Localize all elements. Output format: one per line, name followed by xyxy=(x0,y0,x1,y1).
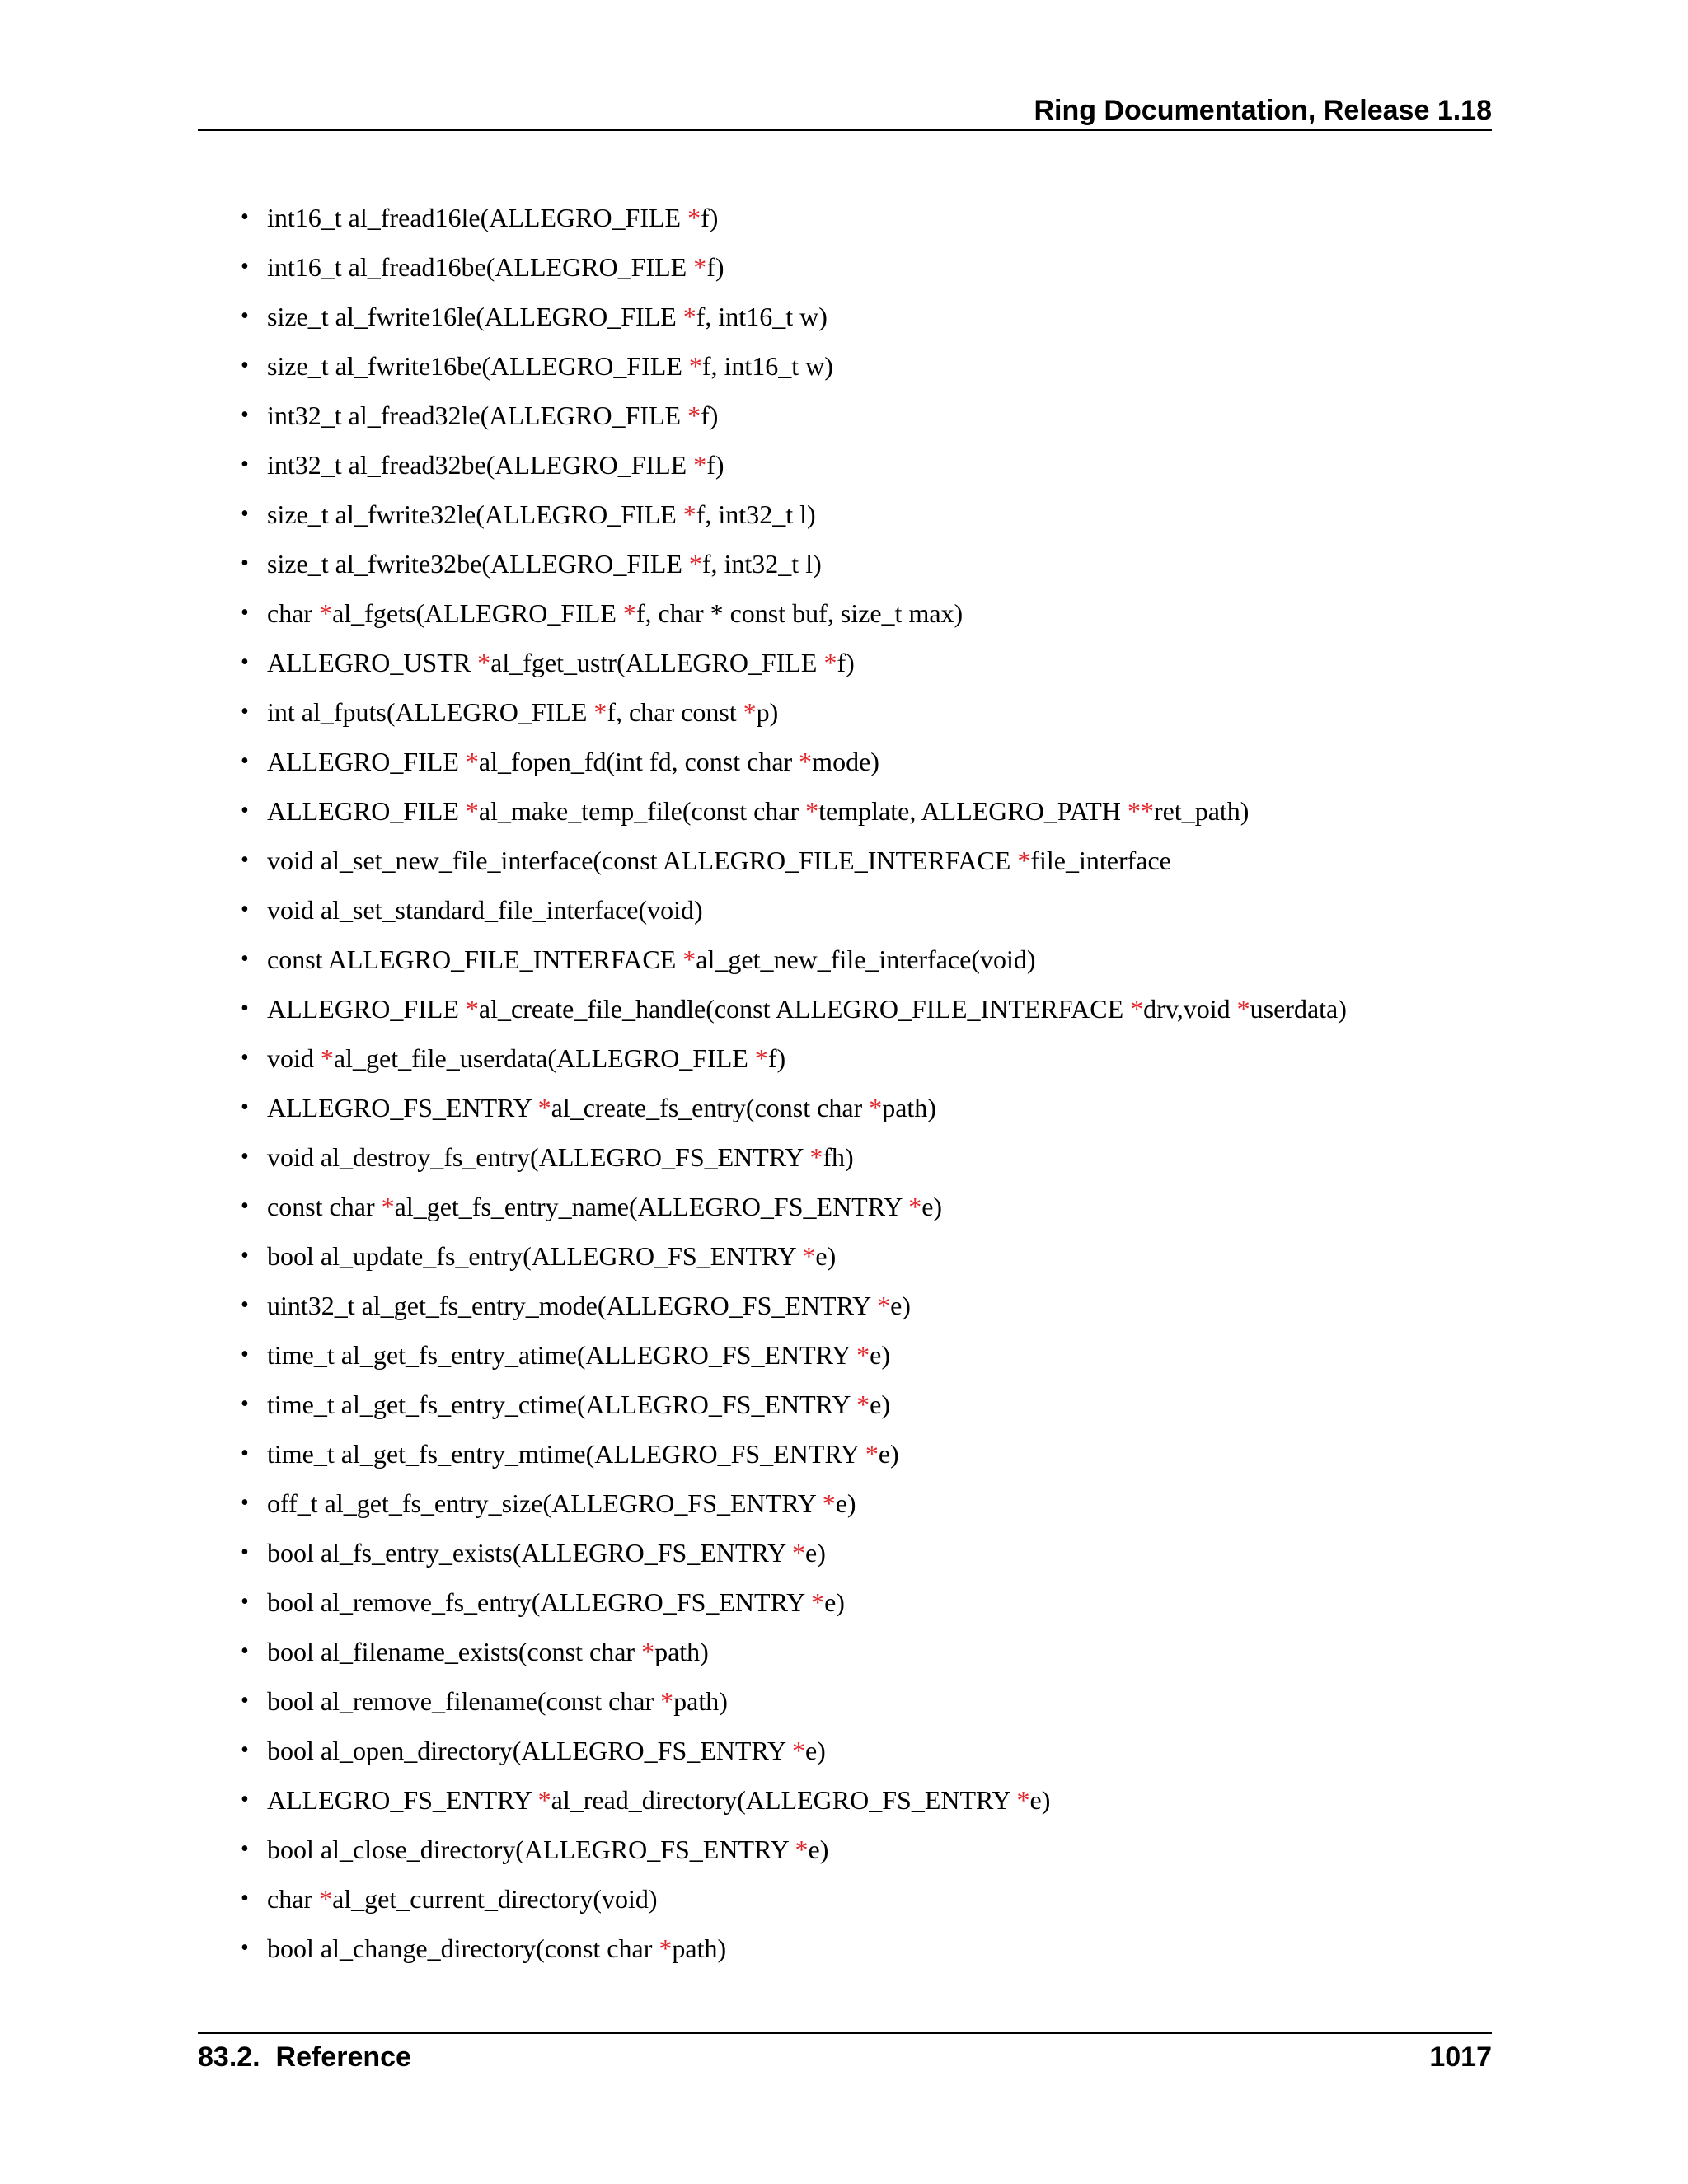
pointer-asterisk: * xyxy=(869,1093,883,1122)
pointer-asterisk: * xyxy=(687,401,701,430)
signature-text: path) xyxy=(672,1933,727,1963)
signature-text: void al_destroy_fs_entry(ALLEGRO_FS_ENTRY xyxy=(267,1142,810,1172)
bullet-marker: • xyxy=(241,996,249,1021)
function-list-item xyxy=(241,742,1477,791)
signature-text: f, int16_t w) xyxy=(701,351,833,381)
signature-text: f) xyxy=(701,203,719,232)
signature-text: e) xyxy=(835,1488,856,1518)
signature-text: int al_fputs(ALLEGRO_FILE xyxy=(267,697,594,727)
signature-text: void xyxy=(267,1043,321,1073)
pointer-asterisk: * xyxy=(381,1192,395,1221)
function-signature xyxy=(267,944,1036,974)
pointer-asterisk: * xyxy=(809,1142,823,1172)
signature-text: bool al_filename_exists(const char xyxy=(267,1637,642,1666)
bullet-marker: • xyxy=(241,551,249,576)
signature-text: fh) xyxy=(823,1142,854,1172)
bullet-marker: • xyxy=(241,501,249,527)
pointer-asterisk: * xyxy=(1236,994,1250,1024)
pointer-asterisk: * xyxy=(1130,994,1144,1024)
signature-text: template, ALLEGRO_PATH xyxy=(818,796,1128,826)
bullet-marker: • xyxy=(241,1144,249,1169)
function-list-item xyxy=(241,1879,1477,1929)
signature-text: al_create_file_handle(const ALLEGRO_FILE_INTERFACE xyxy=(478,994,1131,1024)
signature-text: bool al_open_directory(ALLEGRO_FS_ENTRY xyxy=(267,1736,792,1765)
pointer-asterisk: * xyxy=(1017,846,1031,875)
signature-text: f, int32_t l) xyxy=(696,499,816,529)
function-list-item xyxy=(241,1137,1477,1187)
signature-text: bool al_change_directory(const char xyxy=(267,1933,659,1963)
signature-text: f) xyxy=(767,1043,786,1073)
signature-text: al_read_directory(ALLEGRO_FS_ENTRY xyxy=(551,1785,1017,1815)
signature-text: uint32_t al_get_fs_entry_mode(ALLEGRO_FS_ENTRY xyxy=(267,1291,878,1320)
function-list-item xyxy=(241,1236,1477,1286)
pointer-asterisk: * xyxy=(865,1439,879,1469)
pointer-asterisk: * xyxy=(537,1093,551,1122)
function-list-item xyxy=(241,1830,1477,1879)
bullet-marker: • xyxy=(241,1193,249,1219)
signature-text: drv,void xyxy=(1143,994,1237,1024)
signature-text: f, int16_t w) xyxy=(696,302,828,331)
function-list-item xyxy=(241,1731,1477,1780)
signature-text: e) xyxy=(805,1538,826,1568)
signature-text: int16_t al_fread16be(ALLEGRO_FILE xyxy=(267,252,694,282)
bullet-marker: • xyxy=(241,1094,249,1120)
signature-text: e) xyxy=(815,1241,837,1271)
bullet-marker: • xyxy=(241,1787,249,1812)
signature-text: e) xyxy=(890,1291,911,1320)
function-signature xyxy=(267,1538,826,1568)
signature-text: f, char * const buf, size_t max) xyxy=(635,598,964,628)
function-signature xyxy=(267,1736,826,1765)
bullet-marker: • xyxy=(241,847,249,873)
pointer-asterisk: * xyxy=(693,450,707,480)
bullet-marker: • xyxy=(241,1243,249,1268)
function-list-item xyxy=(241,1385,1477,1434)
pointer-asterisk: * xyxy=(660,1686,674,1716)
function-list-item xyxy=(241,1632,1477,1681)
function-list-item xyxy=(241,593,1477,643)
function-signature xyxy=(267,846,1171,875)
signature-text: f) xyxy=(837,648,855,677)
signature-text: f) xyxy=(701,401,719,430)
function-list-item xyxy=(241,643,1477,692)
signature-text: file_interface xyxy=(1030,846,1171,875)
function-signature xyxy=(267,1884,658,1914)
signature-text: size_t al_fwrite16be(ALLEGRO_FILE xyxy=(267,351,689,381)
bullet-marker: • xyxy=(241,748,249,774)
signature-text: e) xyxy=(808,1835,829,1864)
signature-text: path) xyxy=(654,1637,709,1666)
function-signature xyxy=(267,598,963,628)
function-signature xyxy=(267,549,822,579)
signature-text: f, char const xyxy=(607,697,743,727)
function-list-item xyxy=(241,346,1477,396)
function-signature xyxy=(267,1192,942,1221)
signature-text: bool al_close_directory(ALLEGRO_FS_ENTRY xyxy=(267,1835,795,1864)
signature-text: f) xyxy=(706,252,724,282)
bullet-marker: • xyxy=(241,1886,249,1911)
signature-text: const ALLEGRO_FILE_INTERFACE xyxy=(267,944,683,974)
signature-text: al_fgets(ALLEGRO_FILE xyxy=(332,598,623,628)
function-list-item xyxy=(241,1038,1477,1088)
function-signature xyxy=(267,302,828,331)
pointer-asterisk: * xyxy=(319,1884,333,1914)
pointer-asterisk: * xyxy=(682,944,696,974)
signature-text: e) xyxy=(870,1340,891,1370)
bullet-marker: • xyxy=(241,1292,249,1318)
function-list-item xyxy=(241,1533,1477,1582)
signature-text: time_t al_get_fs_entry_ctime(ALLEGRO_FS_ENTRY xyxy=(267,1390,857,1419)
function-list-item xyxy=(241,890,1477,940)
bullet-marker: • xyxy=(241,897,249,922)
function-list-item xyxy=(241,198,1477,247)
signature-text: al_get_current_directory(void) xyxy=(332,1884,658,1914)
pointer-asterisk: * xyxy=(795,1835,809,1864)
function-list-item xyxy=(241,1582,1477,1632)
pointer-asterisk: * xyxy=(1016,1785,1030,1815)
pointer-asterisk: * xyxy=(799,747,813,776)
signature-text: ALLEGRO_FILE xyxy=(267,796,466,826)
bullet-marker: • xyxy=(241,1836,249,1862)
bullet-marker: • xyxy=(241,1638,249,1664)
page-header xyxy=(198,92,1492,129)
function-list-item xyxy=(241,841,1477,890)
function-signature xyxy=(267,1241,836,1271)
pointer-asterisk: * xyxy=(641,1637,655,1666)
pointer-asterisk: * xyxy=(743,697,757,727)
bullet-marker: • xyxy=(241,1540,249,1565)
function-signature xyxy=(267,1043,785,1073)
signature-text: f) xyxy=(706,450,724,480)
signature-text: bool al_update_fs_entry(ALLEGRO_FS_ENTRY xyxy=(267,1241,803,1271)
function-list-item xyxy=(241,297,1477,346)
pointer-asterisk: * xyxy=(792,1538,805,1568)
function-signature xyxy=(267,401,718,430)
function-signature xyxy=(267,499,816,529)
function-list-item xyxy=(241,989,1477,1038)
bullet-marker: • xyxy=(241,452,249,477)
bullet-marker: • xyxy=(241,1441,249,1466)
signature-text: al_fget_ustr(ALLEGRO_FILE xyxy=(490,648,824,677)
signature-text: ALLEGRO_FS_ENTRY xyxy=(267,1785,538,1815)
signature-text: userdata) xyxy=(1250,994,1347,1024)
bullet-marker: • xyxy=(241,798,249,823)
signature-text: path) xyxy=(673,1686,728,1716)
footer-section-title: 83.2. Reference xyxy=(198,2041,411,2073)
pointer-asterisk: * xyxy=(319,598,333,628)
bullet-marker: • xyxy=(241,303,249,329)
signature-text: e) xyxy=(878,1439,899,1469)
signature-text: off_t al_get_fs_entry_size(ALLEGRO_FS_ENTRY xyxy=(267,1488,823,1518)
pointer-asterisk: * xyxy=(811,1587,825,1617)
signature-text: int32_t al_fread32be(ALLEGRO_FILE xyxy=(267,450,694,480)
pointer-asterisk: * xyxy=(537,1785,551,1815)
pointer-asterisk: * xyxy=(856,1340,870,1370)
signature-text: ret_path) xyxy=(1153,796,1250,826)
bullet-marker: • xyxy=(241,1342,249,1367)
function-signature xyxy=(267,1093,936,1122)
bullet-marker: • xyxy=(241,1737,249,1763)
function-list-item xyxy=(241,544,1477,593)
function-signature xyxy=(267,1785,1050,1815)
pointer-asterisk: * xyxy=(693,252,707,282)
function-signature xyxy=(267,1340,890,1370)
header-title: Ring Documentation, Release 1.18 xyxy=(1034,95,1492,126)
signature-text: size_t al_fwrite16le(ALLEGRO_FILE xyxy=(267,302,683,331)
function-list-item xyxy=(241,1088,1477,1137)
signature-text: char xyxy=(267,1884,320,1914)
signature-text: void al_set_standard_file_interface(void) xyxy=(267,895,703,925)
function-list-item xyxy=(241,1286,1477,1335)
function-signature xyxy=(267,351,833,381)
function-signature xyxy=(267,1933,726,1963)
function-list-item xyxy=(241,692,1477,742)
function-list-item xyxy=(241,940,1477,989)
pointer-asterisk: * xyxy=(465,747,479,776)
signature-text: e) xyxy=(870,1390,891,1419)
signature-text: size_t al_fwrite32le(ALLEGRO_FILE xyxy=(267,499,683,529)
bullet-marker: • xyxy=(241,1589,249,1615)
bullet-marker: • xyxy=(241,946,249,972)
function-list-item xyxy=(241,1434,1477,1483)
function-list-item xyxy=(241,1780,1477,1830)
pointer-asterisk: * xyxy=(908,1192,922,1221)
function-list-item xyxy=(241,494,1477,544)
function-signature xyxy=(267,1390,890,1419)
signature-text: time_t al_get_fs_entry_atime(ALLEGRO_FS_ENTRY xyxy=(267,1340,857,1370)
footer-page-number: 1017 xyxy=(1429,2041,1492,2073)
pointer-asterisk: * xyxy=(659,1933,673,1963)
signature-text: e) xyxy=(1029,1785,1051,1815)
pointer-asterisk: * xyxy=(822,1488,836,1518)
function-signature xyxy=(267,1439,899,1469)
pointer-asterisk: * xyxy=(465,796,479,826)
function-signature xyxy=(267,252,724,282)
signature-text: bool al_fs_entry_exists(ALLEGRO_FS_ENTRY xyxy=(267,1538,792,1568)
bullet-marker: • xyxy=(241,1391,249,1417)
function-signature xyxy=(267,1142,854,1172)
signature-text: al_get_fs_entry_name(ALLEGRO_FS_ENTRY xyxy=(394,1192,909,1221)
signature-text: ALLEGRO_FS_ENTRY xyxy=(267,1093,538,1122)
pointer-asterisk: * xyxy=(805,796,819,826)
function-signature xyxy=(267,1488,856,1518)
function-list-item xyxy=(241,1681,1477,1731)
signature-text: al_get_file_userdata(ALLEGRO_FILE xyxy=(333,1043,755,1073)
function-list-item xyxy=(241,1929,1477,1978)
bullet-marker: • xyxy=(241,204,249,230)
function-list xyxy=(241,198,1477,1978)
pointer-asterisk: * xyxy=(687,203,701,232)
pointer-asterisk: * xyxy=(802,1241,816,1271)
function-signature xyxy=(267,1835,828,1864)
signature-text: void al_set_new_file_interface(const ALLEGRO_FILE_INTERFACE xyxy=(267,846,1018,875)
function-signature xyxy=(267,994,1347,1024)
function-signature xyxy=(267,648,855,677)
signature-text: path) xyxy=(882,1093,936,1122)
pointer-asterisk: * xyxy=(465,994,479,1024)
pointer-asterisk: * xyxy=(688,351,702,381)
function-signature xyxy=(267,895,703,925)
function-list-item xyxy=(241,445,1477,494)
function-list-item xyxy=(241,1483,1477,1533)
signature-text: bool al_remove_filename(const char xyxy=(267,1686,661,1716)
signature-text: int32_t al_fread32le(ALLEGRO_FILE xyxy=(267,401,688,430)
function-signature xyxy=(267,203,718,232)
function-signature xyxy=(267,1686,728,1716)
signature-text: al_create_fs_entry(const char xyxy=(551,1093,870,1122)
bullet-marker: • xyxy=(241,402,249,428)
pointer-asterisk: * xyxy=(688,549,702,579)
signature-text: al_make_temp_file(const char xyxy=(478,796,806,826)
signature-text: e) xyxy=(824,1587,845,1617)
signature-text: size_t al_fwrite32be(ALLEGRO_FILE xyxy=(267,549,689,579)
signature-text: e) xyxy=(804,1736,826,1765)
signature-text: e) xyxy=(921,1192,943,1221)
signature-text: ALLEGRO_USTR xyxy=(267,648,478,677)
pointer-asterisk: * xyxy=(791,1736,805,1765)
function-list-item xyxy=(241,247,1477,297)
pointer-asterisk: * xyxy=(622,598,636,628)
pointer-asterisk: * xyxy=(320,1043,334,1073)
function-list-item xyxy=(241,791,1477,841)
pointer-asterisk: * xyxy=(593,697,607,727)
bullet-marker: • xyxy=(241,1490,249,1516)
function-signature xyxy=(267,450,724,480)
function-signature xyxy=(267,697,778,727)
function-list-item xyxy=(241,1335,1477,1385)
signature-text: p) xyxy=(756,697,779,727)
signature-text: time_t al_get_fs_entry_mtime(ALLEGRO_FS_ENTRY xyxy=(267,1439,865,1469)
signature-text: const char xyxy=(267,1192,382,1221)
bullet-marker: • xyxy=(241,600,249,626)
signature-text: f, int32_t l) xyxy=(701,549,822,579)
pointer-asterisk: * xyxy=(682,499,696,529)
signature-text: ALLEGRO_FILE xyxy=(267,747,466,776)
pointer-asterisk: * xyxy=(877,1291,891,1320)
signature-text: mode) xyxy=(812,747,879,776)
signature-text: char xyxy=(267,598,320,628)
bullet-marker: • xyxy=(241,1045,249,1071)
bullet-marker: • xyxy=(241,699,249,724)
function-list-item xyxy=(241,396,1477,445)
bullet-marker: • xyxy=(241,1688,249,1713)
function-list-item xyxy=(241,1187,1477,1236)
bullet-marker: • xyxy=(241,254,249,279)
signature-text: al_get_new_file_interface(void) xyxy=(696,944,1036,974)
footer-divider xyxy=(198,2032,1492,2034)
function-signature xyxy=(267,1291,911,1320)
signature-text: al_fopen_fd(int fd, const char xyxy=(478,747,799,776)
pointer-asterisk: * xyxy=(823,648,837,677)
function-signature xyxy=(267,1587,845,1617)
pointer-asterisk: * xyxy=(856,1390,870,1419)
function-signature xyxy=(267,747,879,776)
pointer-asterisk: * xyxy=(477,648,491,677)
pointer-asterisk: ** xyxy=(1127,796,1154,826)
pointer-asterisk: * xyxy=(682,302,696,331)
function-signature xyxy=(267,796,1249,826)
header-divider xyxy=(198,129,1492,131)
signature-text: bool al_remove_fs_entry(ALLEGRO_FS_ENTRY xyxy=(267,1587,812,1617)
pointer-asterisk: * xyxy=(754,1043,768,1073)
signature-text: ALLEGRO_FILE xyxy=(267,994,466,1024)
signature-text: int16_t al_fread16le(ALLEGRO_FILE xyxy=(267,203,688,232)
function-signature xyxy=(267,1637,709,1666)
bullet-marker: • xyxy=(241,353,249,378)
bullet-marker: • xyxy=(241,649,249,675)
bullet-marker: • xyxy=(241,1935,249,1961)
